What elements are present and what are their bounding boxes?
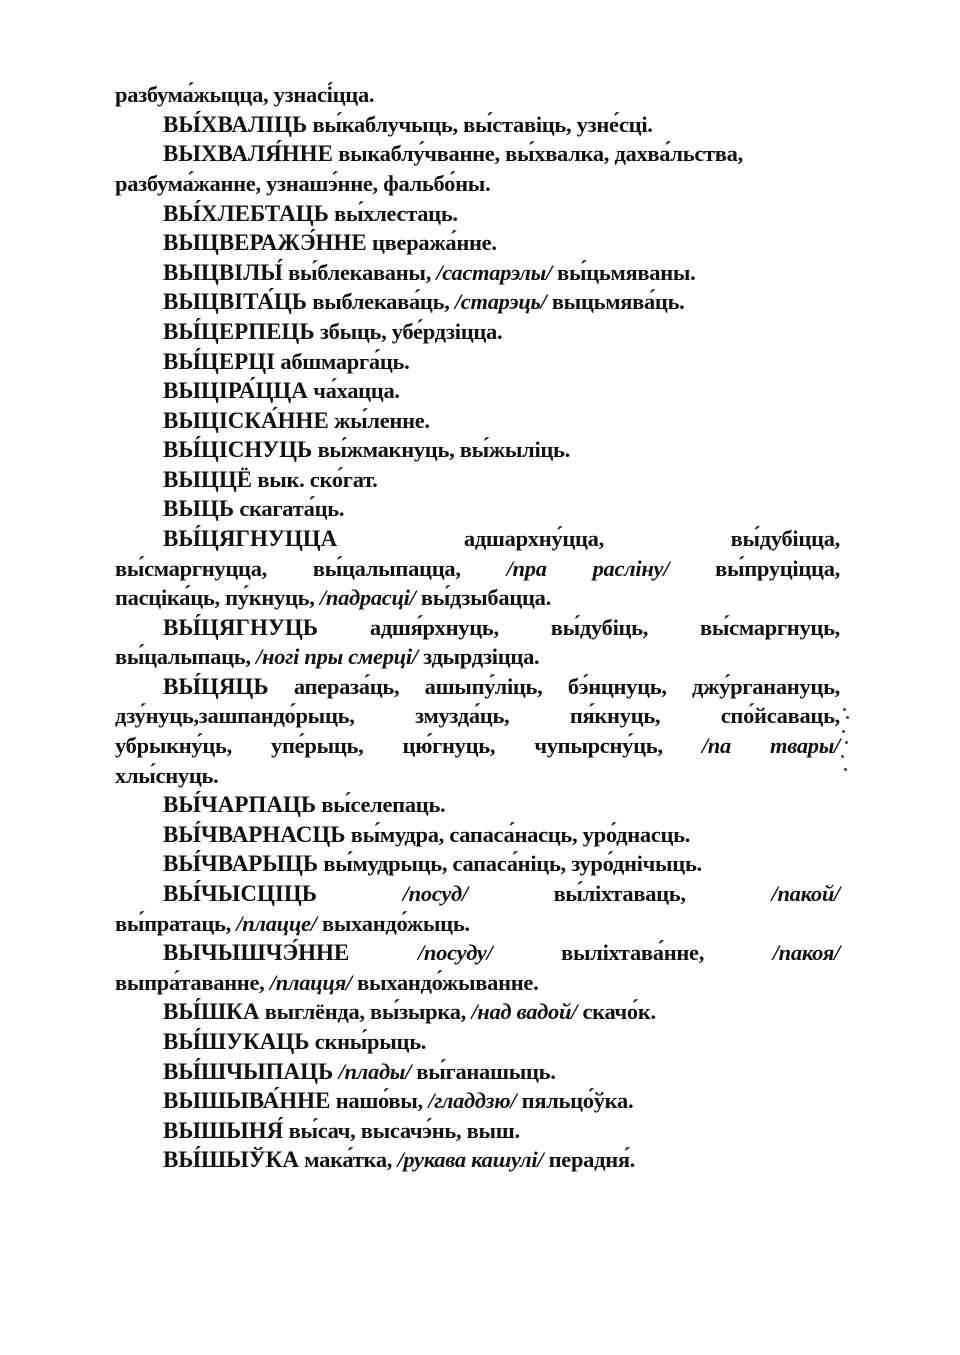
usage-note: /посуд/	[402, 881, 468, 906]
headword: ВЫЦІРА́ЦЦА	[163, 378, 308, 403]
synonyms: перадня́.	[543, 1147, 636, 1172]
synonyms: вы́цалыпаць,	[115, 644, 257, 669]
entry-continuation	[115, 761, 840, 791]
dictionary-entry	[115, 820, 840, 850]
synonyms: вы́пратаць,	[115, 911, 237, 936]
synonyms: ча́хацца.	[307, 378, 400, 403]
synonyms: абшмарга́ць.	[275, 349, 410, 374]
synonyms: вы́дзыбацца.	[415, 585, 551, 610]
entry-continuation	[115, 642, 840, 672]
headword: ВЫ́ЦЯГНУЦЬ	[163, 615, 318, 640]
synonyms: вы́мудра, сапаса́насць, уро́днасць.	[345, 822, 691, 847]
speck	[844, 768, 847, 771]
headword: ВЫЦВІЛЫ́	[163, 260, 283, 285]
synonyms: выхандо́жыванне.	[351, 970, 539, 995]
dictionary-entry	[115, 465, 840, 495]
synonyms: скны́рыць.	[309, 1029, 427, 1054]
headword: ВЫ́ЧАРПАЦЬ	[163, 792, 317, 817]
usage-note: /па твары/	[701, 733, 840, 758]
dictionary-entry	[115, 849, 840, 879]
headword: ВЫЦЬ	[163, 496, 235, 521]
dictionary-entry	[115, 110, 840, 140]
usage-note: /пакоя/	[772, 940, 840, 965]
headword: ВЫ́ЦЯГНУЦЦА	[163, 526, 338, 551]
synonyms: вы́ганашыць.	[411, 1059, 556, 1084]
synonyms: выкаблу́чванне, вы́хвалка, дахва́льства,	[332, 141, 743, 166]
synonyms: адшархну́цца, вы́дубіцца,	[337, 526, 840, 551]
dictionary-entry	[115, 524, 840, 554]
synonyms: пяльцо́ўка.	[516, 1088, 634, 1113]
synonyms: пасціка́ць, пу́кнуць,	[115, 585, 320, 610]
synonyms: вы́хлестаць.	[328, 201, 458, 226]
dictionary-entry	[115, 406, 840, 436]
synonyms: хлы́снуць.	[115, 763, 219, 788]
synonyms: збыць, убе́рдзіцца.	[314, 319, 503, 344]
dictionary-entry	[115, 938, 840, 968]
speck	[843, 708, 846, 711]
dictionary-entry	[115, 139, 840, 169]
synonyms: вы́сач, высачэ́нь, выш.	[283, 1118, 520, 1143]
synonyms: выблекава́ць,	[307, 289, 455, 314]
usage-note: /пакой/	[771, 881, 840, 906]
dictionary-entry	[115, 435, 840, 465]
synonyms: вы́жмакнуць, вы́жыліць.	[312, 437, 570, 462]
entry-continuation	[115, 80, 840, 110]
headword: ВЫ́ЧВАРЫЦЬ	[163, 851, 319, 876]
synonyms: вы́каблучыць, вы́ставіць, узне́сці.	[307, 112, 653, 137]
usage-note: /пра расліну/	[506, 556, 670, 581]
text: разбума́жанне, узнашэ́нне, фальбо́ны.	[115, 171, 491, 196]
dictionary-entry	[115, 790, 840, 820]
synonyms: вы́пруціцца,	[669, 556, 840, 581]
synonyms: вы́блекаваны,	[282, 260, 437, 285]
synonyms: апераза́ць, ашыпу́ліць, бэ́нцнуць, джу́рганануць,	[268, 674, 840, 699]
synonyms: выліхтава́нне,	[492, 940, 773, 965]
entry-continuation	[115, 701, 840, 731]
headword: ВЫ́ШУКАЦЬ	[163, 1029, 310, 1054]
dictionary-entry	[115, 376, 840, 406]
entry-continuation	[115, 583, 840, 613]
usage-note: /плады/	[338, 1059, 412, 1084]
synonyms: скачо́к.	[577, 999, 656, 1024]
headword: ВЫ́ШЧЫПАЦЬ	[163, 1059, 334, 1084]
synonyms: вы́мудрыць, сапаса́ніць, зуро́днічыць.	[318, 851, 702, 876]
dictionary-entry	[115, 228, 840, 258]
synonyms: выхандо́жыць.	[316, 911, 470, 936]
speck	[842, 730, 845, 733]
usage-note: /падрасці/	[319, 585, 416, 610]
headword: ВЫ́ЦЕРПЕЦЬ	[163, 319, 315, 344]
synonyms: жы́ленне.	[328, 408, 430, 433]
headword: ВЫ́ШЫЎКА	[163, 1147, 299, 1172]
synonyms: выцьмява́ць.	[546, 289, 685, 314]
dictionary-entry	[115, 287, 840, 317]
dictionary-entry	[115, 199, 840, 229]
speck	[846, 716, 849, 719]
synonyms: выпра́таванне,	[115, 970, 270, 995]
dictionary-entry	[115, 494, 840, 524]
usage-note: /плацця/	[269, 970, 352, 995]
dictionary-entry	[115, 1027, 840, 1057]
dictionary-entry	[115, 997, 840, 1027]
entry-continuation	[115, 909, 840, 939]
dictionary-entry	[115, 317, 840, 347]
dictionary-entry	[115, 613, 840, 643]
headword: ВЫЦВІТА́ЦЬ	[163, 289, 308, 314]
speck	[841, 755, 844, 758]
usage-note: /старэць/	[454, 289, 547, 314]
synonyms: вы́селепаць.	[316, 792, 446, 817]
headword: ВЫЦЦЁ	[163, 467, 253, 492]
synonyms: вы́ліхтаваць,	[467, 881, 772, 906]
synonyms: дзу́нуць,зашпандо́рыць, змузда́ць, пя́кнуць, спо́йсаваць,	[115, 703, 840, 728]
headword: ВЫ́ЦЯЦЬ	[163, 674, 269, 699]
headword: ВЫЧЫШЧЭ́ННЕ	[163, 940, 350, 965]
synonyms: убрыкну́ць, упе́рыць, цю́гнуць, чупырсну́ць,	[115, 733, 702, 758]
dictionary-entry	[115, 347, 840, 377]
headword: ВЫЦВЕРАЖЭ́ННЕ	[163, 230, 367, 255]
synonyms: адшя́рхнуць, вы́дубіць, вы́смаргнуць,	[317, 615, 840, 640]
usage-note: /плацце/	[236, 911, 317, 936]
synonyms: скагата́ць.	[234, 496, 345, 521]
entry-continuation	[115, 968, 840, 998]
synonyms: вык. ско́гат.	[252, 467, 378, 492]
dictionary-entry	[115, 672, 840, 702]
usage-note: /рукава кашулі/	[397, 1147, 544, 1172]
synonyms: нашо́вы,	[330, 1088, 429, 1113]
synonyms: цвеража́нне.	[366, 230, 497, 255]
headword: ВЫЦІСКА́ННЕ	[163, 408, 329, 433]
synonyms: вы́смаргнуцца, вы́цалыпацца,	[115, 556, 507, 581]
synonyms: здырдзіцца.	[417, 644, 540, 669]
dictionary-entry	[115, 1057, 840, 1087]
headword: ВЫ́ХЛЕБТАЦЬ	[163, 201, 329, 226]
usage-note: /ногі пры смерці/	[256, 644, 418, 669]
headword: ВЫ́ЧВАРНАСЦЬ	[163, 822, 346, 847]
headword: ВЫХВАЛЯ́ННЕ	[163, 141, 333, 166]
usage-note: /састарэлы/	[436, 260, 552, 285]
dictionary-entry	[115, 1145, 840, 1175]
dictionary-entry	[115, 1116, 840, 1146]
usage-note: /гладдзю/	[428, 1088, 517, 1113]
dictionary-entry	[115, 879, 840, 909]
usage-note: /посуду/	[417, 940, 493, 965]
headword: ВЫ́ЦІСНУЦЬ	[163, 437, 313, 462]
entry-continuation	[115, 731, 840, 761]
dictionary-entry	[115, 1086, 840, 1116]
headword: ВЫ́ШКА	[163, 999, 260, 1024]
headword: ВЫ́ЦЕРЦІ	[163, 349, 276, 374]
text: разбума́жыцца, узнасі́цца.	[115, 82, 375, 107]
dictionary-entry	[115, 258, 840, 288]
headword: ВЫ́ЧЫСЦІЦЬ	[163, 881, 317, 906]
synonyms: выглёнда, вы́зырка,	[259, 999, 472, 1024]
entry-continuation	[115, 169, 840, 199]
synonyms: мака́тка,	[298, 1147, 398, 1172]
usage-note: /над вадой/	[471, 999, 578, 1024]
headword: ВЫ́ХВАЛІЦЬ	[163, 112, 308, 137]
speck	[845, 741, 848, 744]
entry-continuation	[115, 554, 840, 584]
headword: ВЫШЫНЯ́	[163, 1118, 284, 1143]
synonyms: вы́цьмяваны.	[551, 260, 696, 285]
headword: ВЫШЫВА́ННЕ	[163, 1088, 331, 1113]
